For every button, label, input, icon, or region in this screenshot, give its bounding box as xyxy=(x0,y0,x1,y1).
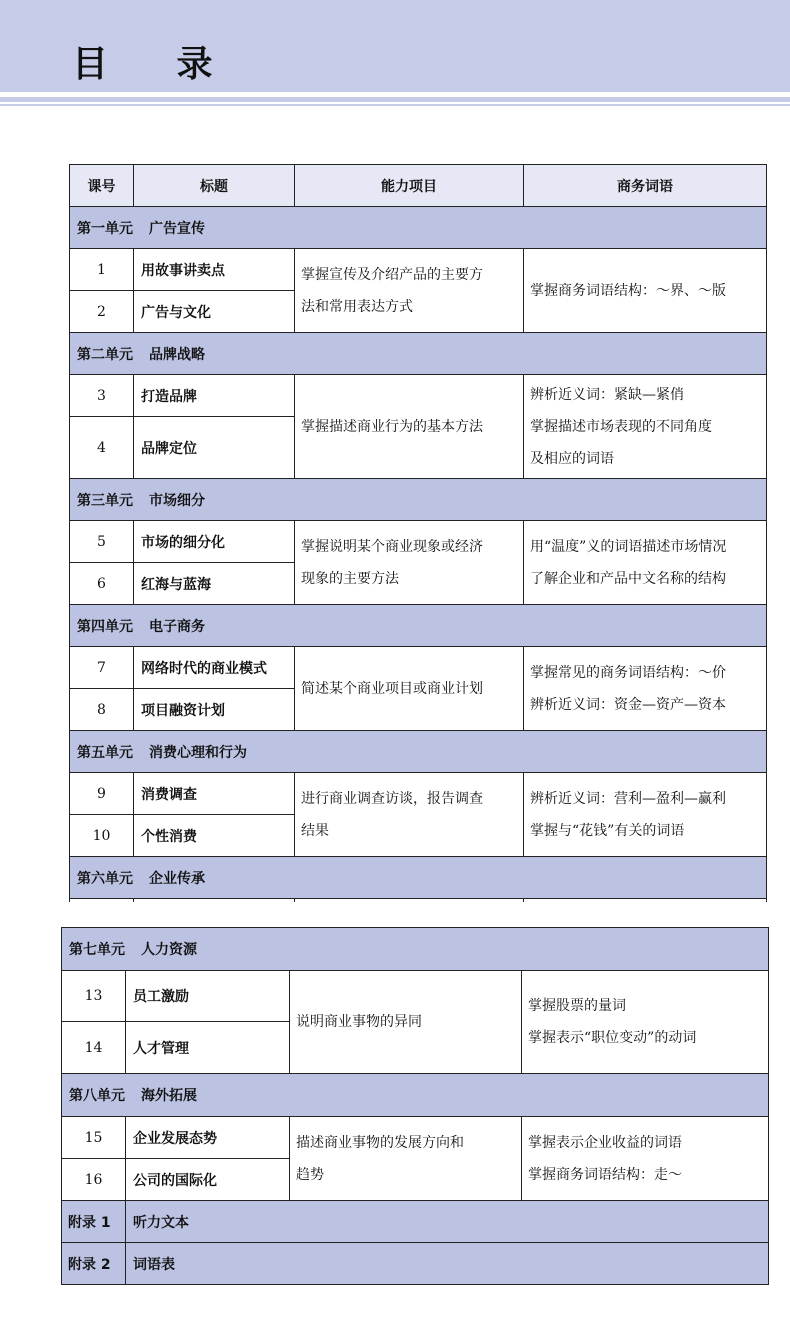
unit-number: 第二单元 xyxy=(77,346,133,363)
vocab-line: 用“温度”义的词语描述市场情况 xyxy=(530,538,727,555)
lesson-number: 10 xyxy=(70,815,134,857)
vocab-line: 辨析近义词：营利—盈利—赢利 xyxy=(530,790,726,807)
page-title: 目 录 xyxy=(72,44,241,85)
lesson-title[interactable]: 项目融资计划 xyxy=(134,689,295,731)
lesson-row xyxy=(62,1117,769,1159)
lesson-title[interactable]: 品牌定位 xyxy=(134,417,295,479)
lesson-number: 13 xyxy=(62,971,126,1022)
ability-line: 进行商业调查访谈，报告调查 xyxy=(301,790,483,807)
vocab-line: 及相应的词语 xyxy=(530,450,614,467)
contents-table-part2 xyxy=(61,927,769,1285)
lesson-title[interactable]: 消费调查 xyxy=(134,773,295,815)
unit-number: 第三单元 xyxy=(77,492,133,509)
lesson-title[interactable]: 广告与文化 xyxy=(134,291,295,333)
ability-line: 结果 xyxy=(301,822,329,839)
appendix-label[interactable]: 听力文本 xyxy=(126,1201,769,1243)
lesson-row xyxy=(62,971,769,1022)
unit-row xyxy=(70,605,767,647)
ability-line: 法和常用表达方式 xyxy=(301,298,413,315)
unit-row xyxy=(70,731,767,773)
lesson-title[interactable]: 打造品牌 xyxy=(134,375,295,417)
header-divider-thick xyxy=(0,97,790,102)
appendix-number: 附录 2 xyxy=(62,1243,126,1285)
lesson-number: 5 xyxy=(70,521,134,563)
lesson-title[interactable]: 市场的细分化 xyxy=(134,521,295,563)
appendix-row xyxy=(62,1201,769,1243)
lesson-title[interactable]: 个性消费 xyxy=(134,815,295,857)
lesson-title[interactable]: 公司的国际化 xyxy=(126,1159,290,1201)
lesson-number: 6 xyxy=(70,563,134,605)
vocab-line: 掌握股票的量词 xyxy=(528,998,626,1014)
unit-number: 第四单元 xyxy=(77,618,133,635)
vocab-line: 掌握描述市场表现的不同角度 xyxy=(530,418,712,435)
lesson-title[interactable]: 人才管理 xyxy=(126,1022,290,1074)
unit-row xyxy=(62,928,769,971)
lesson-title[interactable]: 用故事讲卖点 xyxy=(134,249,295,291)
ability-cell xyxy=(295,647,524,731)
appendix-row xyxy=(62,1243,769,1285)
unit-name: 人力资源 xyxy=(141,942,197,958)
unit-number: 第六单元 xyxy=(77,870,133,887)
lesson-number: 3 xyxy=(70,375,134,417)
lesson-row xyxy=(70,647,767,689)
header-title: 标题 xyxy=(134,165,295,207)
ability-line: 说明商业事物的异同 xyxy=(296,1014,422,1030)
ability-cell xyxy=(295,773,524,857)
unit-heading[interactable] xyxy=(70,857,767,899)
unit-heading[interactable] xyxy=(62,1074,769,1117)
ability-cell xyxy=(290,1117,522,1201)
ability-line: 趋势 xyxy=(296,1166,324,1183)
lesson-row xyxy=(70,249,767,291)
unit-heading[interactable] xyxy=(70,207,767,249)
unit-name: 海外拓展 xyxy=(141,1088,197,1104)
ability-line: 掌握说明某个商业现象或经济 xyxy=(301,538,483,555)
ability-line: 掌握描述商业行为的基本方法 xyxy=(301,418,483,435)
appendix-number: 附录 1 xyxy=(62,1201,126,1243)
vocab-line: 掌握表示“职位变动”的动词 xyxy=(528,1030,697,1046)
vocab-line: 掌握商务词语结构：走～ xyxy=(528,1166,682,1183)
lesson-number: 4 xyxy=(70,417,134,479)
lesson-row xyxy=(70,521,767,563)
lesson-number: 9 xyxy=(70,773,134,815)
unit-name: 消费心理和行为 xyxy=(149,744,247,761)
vocab-cell xyxy=(522,971,769,1074)
unit-row xyxy=(70,479,767,521)
vocab-cell xyxy=(522,1117,769,1201)
vocab-line: 辨析近义词：资金—资产—资本 xyxy=(530,696,726,713)
unit-number: 第五单元 xyxy=(77,744,133,761)
appendix-label[interactable]: 词语表 xyxy=(126,1243,769,1285)
contents-table-part1 xyxy=(69,164,767,902)
lesson-number: 8 xyxy=(70,689,134,731)
unit-row xyxy=(70,857,767,899)
unit-name: 企业传承 xyxy=(149,870,205,887)
ability-line: 描述商业事物的发展方向和 xyxy=(296,1134,464,1151)
ability-cell xyxy=(295,375,524,479)
ability-line: 简述某个商业项目或商业计划 xyxy=(301,680,483,697)
vocab-line: 掌握商务词语结构：～界、～版 xyxy=(530,282,726,299)
unit-row xyxy=(62,1074,769,1117)
vocab-line: 掌握表示企业收益的词语 xyxy=(528,1134,682,1151)
vocab-cell xyxy=(524,375,767,479)
lesson-number: 15 xyxy=(62,1117,126,1159)
lesson-title[interactable]: 红海与蓝海 xyxy=(134,563,295,605)
vocab-cell xyxy=(524,773,767,857)
ability-cell xyxy=(295,249,524,333)
page-header-band xyxy=(0,0,790,92)
header-lesson-number: 课号 xyxy=(70,165,134,207)
ability-line: 现象的主要方法 xyxy=(301,570,399,587)
unit-heading[interactable] xyxy=(70,479,767,521)
vocab-cell xyxy=(524,249,767,333)
header-ability: 能力项目 xyxy=(295,165,524,207)
unit-number: 第七单元 xyxy=(69,942,125,958)
unit-number: 第八单元 xyxy=(69,1088,125,1104)
lesson-number: 16 xyxy=(62,1159,126,1201)
lesson-number: 14 xyxy=(62,1022,126,1074)
unit-name: 市场细分 xyxy=(149,492,205,509)
ability-cell xyxy=(295,521,524,605)
unit-row xyxy=(70,207,767,249)
unit-heading[interactable] xyxy=(70,731,767,773)
lesson-title[interactable]: 网络时代的商业模式 xyxy=(134,647,295,689)
unit-heading[interactable] xyxy=(62,928,769,971)
ability-line: 掌握宣传及介绍产品的主要方 xyxy=(301,266,483,283)
lesson-number: 7 xyxy=(70,647,134,689)
vocab-cell xyxy=(524,521,767,605)
lesson-number: 2 xyxy=(70,291,134,333)
lesson-number: 1 xyxy=(70,249,134,291)
unit-name: 电子商务 xyxy=(149,618,205,635)
table-cut-edge xyxy=(70,899,767,902)
unit-row xyxy=(70,333,767,375)
lesson-row xyxy=(70,375,767,417)
lesson-row xyxy=(70,773,767,815)
unit-heading[interactable] xyxy=(70,333,767,375)
vocab-line: 掌握与“花钱”有关的词语 xyxy=(530,822,685,839)
lesson-title[interactable]: 企业发展态势 xyxy=(126,1117,290,1159)
header-business-vocab: 商务词语 xyxy=(524,165,767,207)
vocab-line: 辨析近义词：紧缺—紧俏 xyxy=(530,386,684,403)
unit-number: 第一单元 xyxy=(77,220,133,237)
table-header-row xyxy=(70,165,767,207)
vocab-line: 了解企业和产品中文名称的结构 xyxy=(530,570,726,587)
unit-name: 品牌战略 xyxy=(149,346,205,363)
header-divider-thin xyxy=(0,104,790,106)
unit-heading[interactable] xyxy=(70,605,767,647)
vocab-line: 掌握常见的商务词语结构：～价 xyxy=(530,664,726,681)
unit-name: 广告宣传 xyxy=(149,220,205,237)
ability-cell xyxy=(290,971,522,1074)
lesson-title[interactable]: 员工激励 xyxy=(126,971,290,1022)
vocab-cell xyxy=(524,647,767,731)
